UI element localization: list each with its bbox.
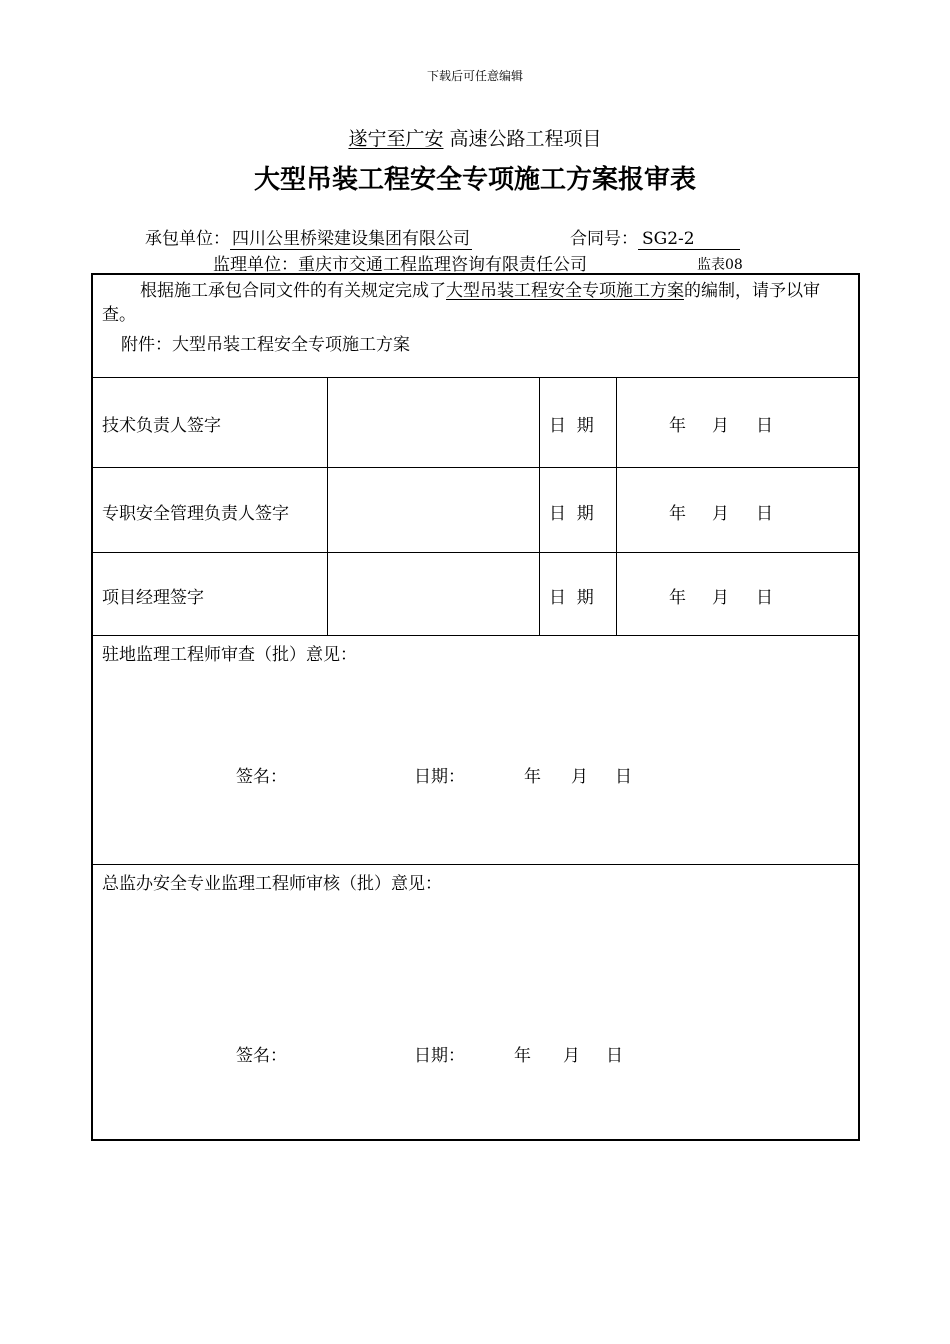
contract-line xyxy=(570,224,740,250)
chief-review-title: 总监办安全专业监理工程师审核（批）意见： xyxy=(102,874,442,894)
header-note: 下载后可任意编辑 xyxy=(426,69,523,83)
row-divider xyxy=(93,864,858,865)
resident-year: 年 xyxy=(524,767,541,787)
resident-sign-label: 签名： xyxy=(236,767,287,787)
sign-row-day: 日 xyxy=(756,588,773,608)
chief-sign-label: 签名： xyxy=(236,1046,287,1066)
chief-day: 日 xyxy=(606,1046,623,1066)
project-line xyxy=(0,124,950,151)
supervisor-line xyxy=(213,250,587,275)
sign-row-date-label: 日 期 xyxy=(549,588,594,608)
sign-row-day: 日 xyxy=(756,416,773,436)
contract-label: 合同号： xyxy=(570,229,638,249)
project-suffix: 高速公路工程项目 xyxy=(449,128,602,150)
column-divider xyxy=(539,377,540,635)
chief-year: 年 xyxy=(514,1046,531,1066)
supervisor-value: 重庆市交通工程监理咨询有限责任公司 xyxy=(298,255,587,275)
sign-row-date-label: 日 期 xyxy=(549,416,594,436)
sign-row-label: 项目经理签字 xyxy=(102,588,204,608)
row-divider xyxy=(93,377,858,378)
intro-prefix: 根据施工承包合同文件的有关规定完成了 xyxy=(140,281,446,301)
column-divider xyxy=(616,377,617,635)
sign-row-year: 年 xyxy=(669,416,686,436)
attachment-note: 附件：大型吊装工程安全专项施工方案 xyxy=(121,335,410,355)
resident-date-label: 日期： xyxy=(414,767,465,787)
intro-paragraph xyxy=(102,279,849,327)
chief-month: 月 xyxy=(563,1046,580,1066)
row-divider xyxy=(93,467,858,468)
sign-row-month: 月 xyxy=(712,504,729,524)
sign-row-year: 年 xyxy=(669,588,686,608)
sign-row-year: 年 xyxy=(669,504,686,524)
row-divider xyxy=(93,552,858,553)
intro-suffix: 的编制，请予以审查。 xyxy=(102,281,820,325)
chief-date-label: 日期： xyxy=(414,1046,465,1066)
contractor-value: 四川公里桥梁建设集团有限公司 xyxy=(232,229,470,249)
project-name: 遂宁至广安 xyxy=(348,128,444,150)
sign-row-day: 日 xyxy=(756,504,773,524)
sign-row-label: 专职安全管理负责人签字 xyxy=(102,504,289,524)
resident-day: 日 xyxy=(615,767,632,787)
contract-value: SG2-2 xyxy=(638,229,740,250)
resident-month: 月 xyxy=(571,767,588,787)
document-title: 大型吊装工程安全专项施工方案报审表 xyxy=(253,165,696,195)
supervisor-label: 监理单位： xyxy=(213,255,298,275)
sign-row-month: 月 xyxy=(712,416,729,436)
row-divider xyxy=(93,635,858,636)
form-code: 监表08 xyxy=(697,257,743,273)
contractor-line xyxy=(145,224,472,250)
sign-row-label: 技术负责人签字 xyxy=(102,416,221,436)
sign-row-date-label: 日 期 xyxy=(549,504,594,524)
intro-plan: 大型吊装工程安全专项施工方案 xyxy=(446,281,684,301)
resident-review-title: 驻地监理工程师审查（批）意见： xyxy=(102,645,357,665)
contractor-label: 承包单位： xyxy=(145,229,230,249)
column-divider xyxy=(327,377,328,635)
sign-row-month: 月 xyxy=(712,588,729,608)
approval-form-table xyxy=(91,273,860,1141)
